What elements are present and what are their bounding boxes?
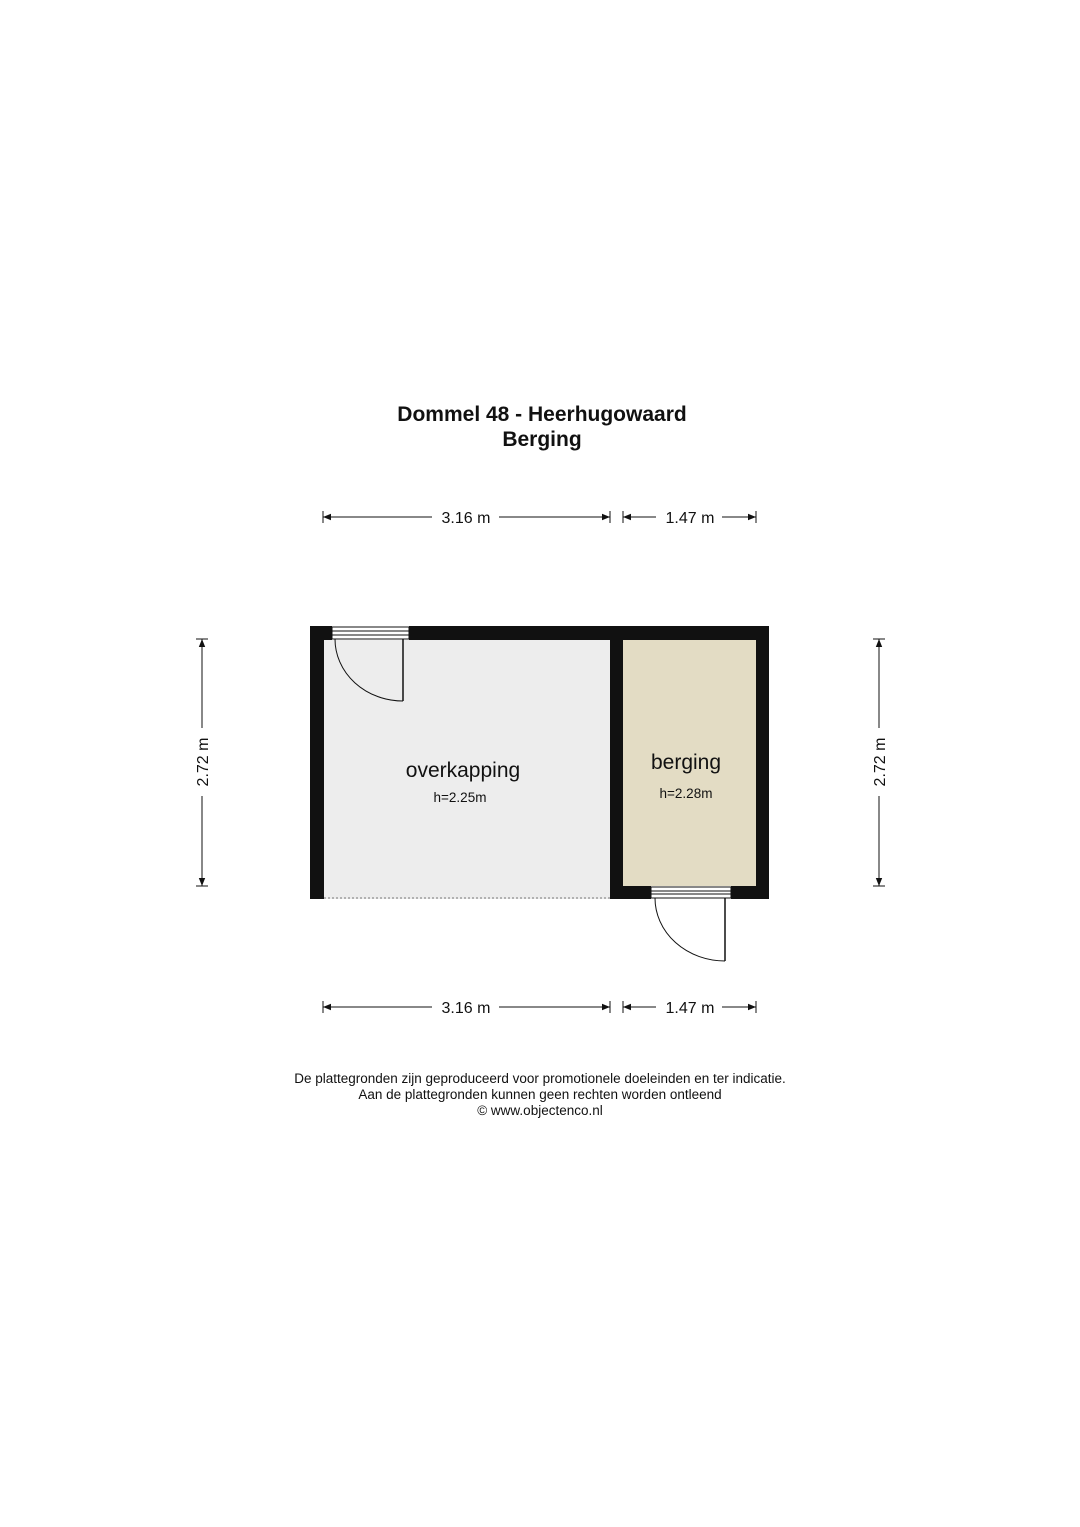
footer-disclaimer-1: De plattegronden zijn geproduceerd voor promotionele doeleinden en ter indicatie. (294, 1071, 786, 1086)
plan-subtitle: Berging (502, 428, 582, 451)
plan-title: Dommel 48 - Heerhugowaard (397, 403, 687, 426)
footer-disclaimer-2: Aan de plattegronden kunnen geen rechten worden ontleend (358, 1087, 722, 1102)
dim-left: 2.72 m (195, 737, 212, 787)
room-height-overkapping: h=2.25m (433, 790, 487, 805)
door-berging (651, 887, 731, 961)
dim-top-right: 1.47 m (665, 510, 715, 527)
dim-top-left: 3.16 m (441, 510, 491, 527)
dim-bottom-left: 3.16 m (441, 1000, 491, 1017)
dim-right: 2.72 m (872, 737, 889, 787)
room-label-overkapping: overkapping (405, 759, 521, 782)
footer-copyright: © www.objectenco.nl (477, 1103, 603, 1118)
room-label-berging: berging (650, 751, 722, 774)
dim-bottom-right: 1.47 m (665, 1000, 715, 1017)
room-height-berging: h=2.28m (659, 786, 713, 801)
